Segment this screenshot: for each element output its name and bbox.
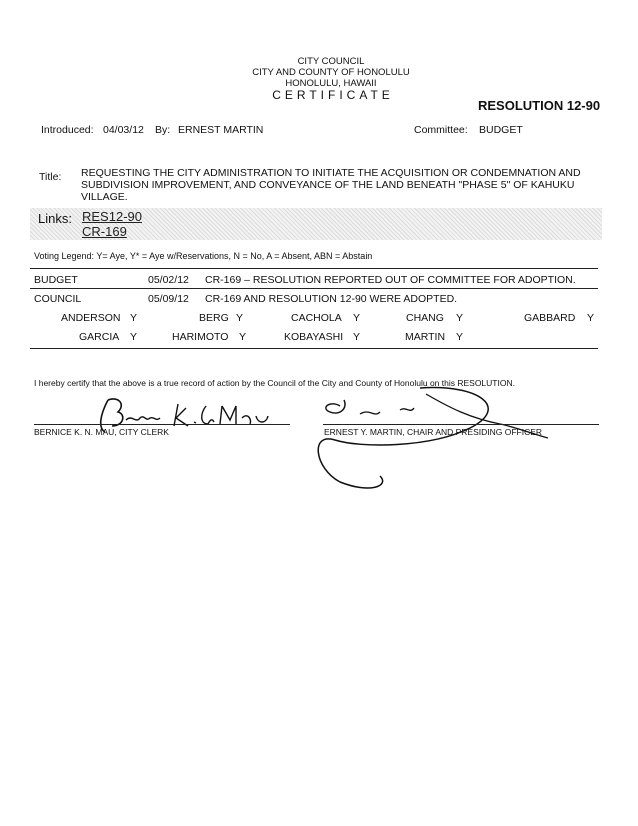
certification-text: I hereby certify that the above is a true record of action by the Council of the City and County of Honolulu on this RESOLUTION. — [34, 378, 515, 388]
vote-name: GABBARD — [524, 312, 576, 324]
vote-value: Y — [130, 312, 138, 324]
committee-label: Committee: — [414, 124, 468, 136]
vote-value: Y — [130, 331, 138, 343]
divider-bottom — [30, 348, 598, 349]
link-cr-169[interactable]: CR-169 — [82, 224, 127, 239]
vote-name: GARCIA — [79, 331, 120, 343]
chair-signature-line — [323, 424, 599, 425]
vote-name: ANDERSON — [61, 312, 121, 324]
vote-name: KOBAYASHI — [284, 331, 344, 343]
vote-name: HARIMOTO — [172, 331, 229, 343]
action-date-budget: 05/02/12 — [148, 274, 189, 286]
links-label: Links: — [38, 211, 72, 226]
introduced-date: 04/03/12 — [103, 124, 144, 136]
voting-legend: Voting Legend: Y= Aye, Y* = Aye w/Reservations, N = No, A = Absent, ABN = Abstain — [34, 251, 373, 261]
vote-name: BERG — [199, 312, 229, 324]
link-res12-90[interactable]: RES12-90 — [82, 209, 142, 224]
vote-name: MARTIN — [405, 331, 446, 343]
vote-value: Y — [353, 312, 361, 324]
clerk-signature-line — [34, 424, 290, 425]
vote-value: Y — [456, 312, 464, 324]
resolution-number: RESOLUTION 12-90 — [478, 98, 601, 113]
clerk-name: BERNICE K. N. MAU, CITY CLERK — [34, 427, 169, 437]
vote-value: Y — [353, 331, 361, 343]
chair-name: ERNEST Y. MARTIN, CHAIR AND PRESIDING OFFICER — [324, 427, 543, 437]
vote-name: CHANG — [406, 312, 444, 324]
certificate-heading: CERTIFICATE — [272, 88, 394, 102]
vote-value: Y — [587, 312, 595, 324]
vote-name: CACHOLA — [291, 312, 342, 324]
divider-top — [30, 268, 598, 269]
title-label: Title: — [39, 171, 62, 183]
vote-value: Y — [239, 331, 247, 343]
vote-value: Y — [456, 331, 464, 343]
title-text: REQUESTING THE CITY ADMINISTRATION TO INITIATE THE ACQUISITION OR CONDEMNATION AND SUBDIVISION IMPROVEMENT, AND CONVEYANCE OF THE LAND BENEATH "PHASE 5" OF KAHUKU VILLAGE. — [81, 167, 581, 203]
committee-name: BUDGET — [479, 124, 523, 136]
introduced-label: Introduced: — [41, 124, 94, 136]
divider-actions — [30, 288, 598, 289]
action-text-budget: CR-169 – RESOLUTION REPORTED OUT OF COMMITTEE FOR ADOPTION. — [205, 274, 576, 286]
by-label: By: — [155, 124, 171, 136]
chair-signature — [300, 378, 600, 498]
vote-value: Y — [236, 312, 244, 324]
header-line-location: HONOLULU, HAWAII — [285, 78, 377, 89]
action-body-council: COUNCIL — [34, 293, 82, 305]
header-line-city-council: CITY COUNCIL — [297, 56, 365, 67]
action-text-council: CR-169 AND RESOLUTION 12-90 WERE ADOPTED. — [205, 293, 458, 305]
by-name: ERNEST MARTIN — [178, 124, 264, 136]
header-line-city-county: CITY AND COUNTY OF HONOLULU — [252, 67, 410, 78]
action-date-council: 05/09/12 — [148, 293, 189, 305]
action-body-budget: BUDGET — [34, 274, 78, 286]
